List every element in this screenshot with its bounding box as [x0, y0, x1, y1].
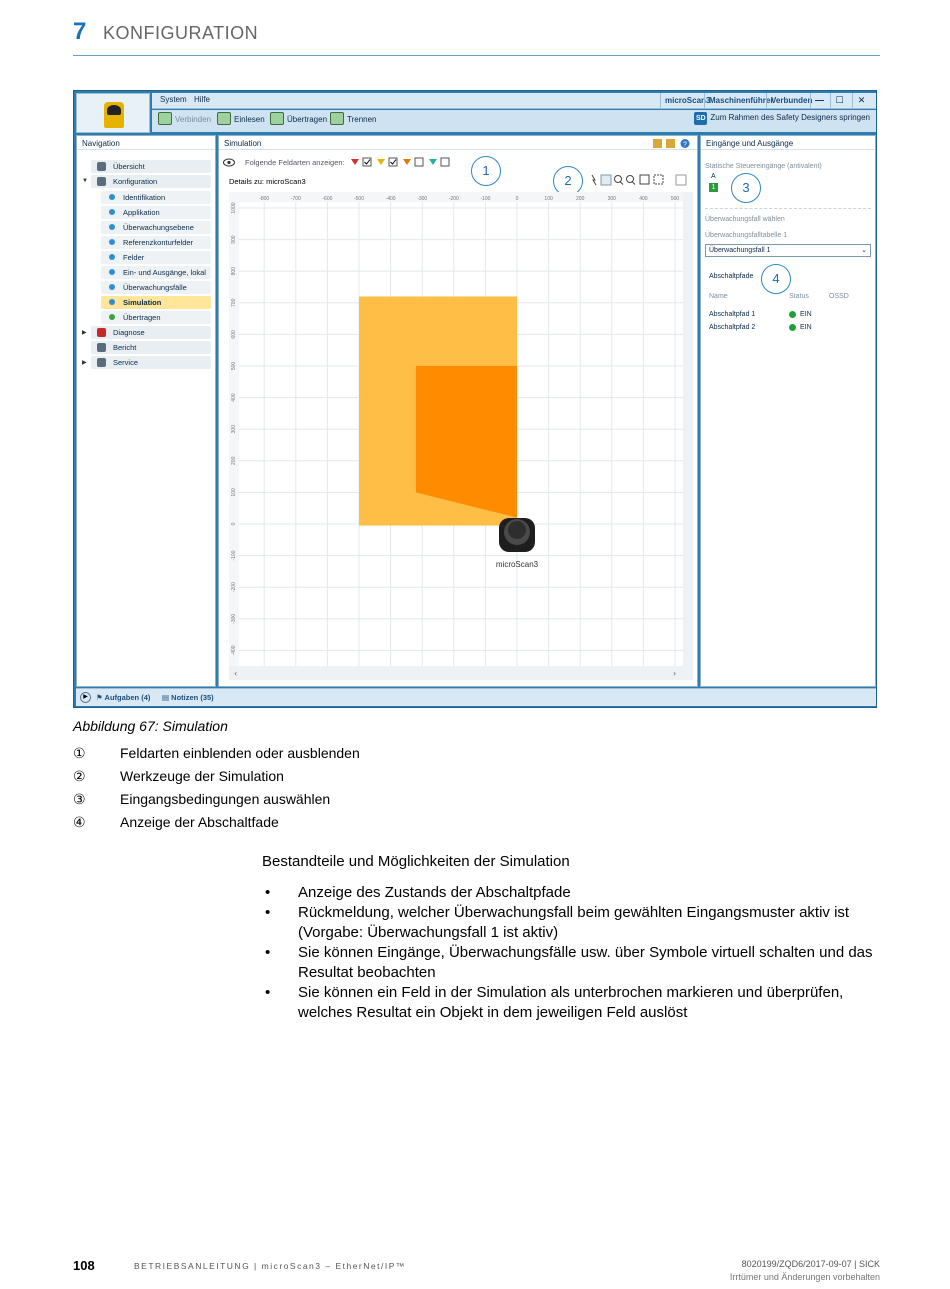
io-pane — [700, 135, 876, 687]
role-tab[interactable]: Maschinenführer — [704, 93, 777, 109]
connect-button[interactable]: Verbinden — [158, 115, 211, 124]
case-select-label: Überwachungsfall wählen — [705, 216, 785, 223]
nav-local-io[interactable]: Ein- und Ausgänge, lokal — [101, 266, 211, 279]
y-tick-label: 0 — [231, 522, 237, 526]
details-label: Details zu: microScan3 — [229, 177, 306, 186]
safety-designer-button[interactable]: SD Zum Rahmen des Safety Designers springen — [694, 113, 870, 122]
nav-reference-contour[interactable]: Referenzkonturfelder — [101, 236, 211, 249]
y-tick-label: 200 — [231, 456, 237, 465]
y-tick-label: 500 — [231, 361, 237, 371]
svg-text:?: ? — [683, 141, 687, 149]
play-icon[interactable]: ▶ — [80, 692, 91, 703]
monitoring-case-select[interactable]: Überwachungsfall 1 ⌄ — [705, 244, 871, 257]
y-tick-label: 100 — [231, 488, 237, 497]
minimize-button[interactable]: — — [810, 93, 828, 109]
notes-tab[interactable]: ▤ Notizen (35) — [162, 693, 214, 702]
col-name: Name — [709, 293, 728, 300]
simulation-pane — [218, 135, 698, 687]
step-dot-icon — [109, 254, 115, 260]
x-tick-label: 300 — [607, 196, 616, 202]
step-dot-icon — [109, 284, 115, 290]
step-dot-icon — [109, 224, 115, 230]
scroll-right-icon[interactable]: › — [673, 669, 677, 678]
document-id: 8020199/ZQD6/2017-09-07 | SICK — [741, 1259, 880, 1269]
tasks-tab[interactable]: ⚑ Aufgaben (4) — [96, 693, 151, 702]
chapter-number: 7 — [73, 18, 87, 45]
path-1-name: Abschaltpfad 1 — [709, 311, 756, 318]
read-button[interactable]: Einlesen — [217, 115, 265, 124]
col-ossd: OSSD — [829, 293, 849, 300]
scanner-device-icon — [499, 518, 535, 552]
chapter-title: KONFIGURATION — [103, 23, 259, 43]
step-dot-icon — [109, 209, 115, 215]
nav-identification[interactable]: Identifikation — [101, 191, 211, 204]
x-tick-label: -100 — [480, 196, 491, 202]
navigation-pane — [76, 135, 216, 687]
nav-service[interactable]: Service — [91, 356, 211, 369]
paths-title: Abschaltpfade — [709, 273, 754, 280]
y-tick-label: 800 — [231, 267, 237, 276]
identification-icon — [109, 194, 115, 200]
y-tick-label: 700 — [231, 298, 237, 307]
input-letter: A — [711, 173, 716, 180]
disclaimer: Irrtümer und Änderungen vorbehalten — [729, 1272, 880, 1282]
y-tick-label: 600 — [231, 330, 237, 339]
io-title: Eingänge und Ausgänge — [701, 136, 875, 150]
callout-1: 1 — [471, 156, 501, 186]
nav-configuration[interactable]: Konfiguration — [91, 175, 211, 188]
step-dot-icon — [109, 269, 115, 275]
safety-designer-icon: SD — [694, 112, 707, 125]
gear-icon — [97, 358, 106, 367]
field-type-toggles[interactable] — [349, 156, 469, 168]
expand-arrow-icon[interactable]: ▼ — [82, 178, 88, 184]
menu-bar — [152, 93, 876, 109]
horizontal-scrollbar[interactable] — [229, 666, 693, 680]
maximize-button[interactable]: ☐ — [830, 93, 848, 109]
section-title: Bestandteile und Möglichkeiten der Simulation — [262, 853, 570, 870]
nav-diagnosis[interactable]: Diagnose — [91, 326, 211, 339]
y-axis-ticks — [231, 202, 237, 655]
callout-4: 4 — [761, 264, 791, 294]
input-toggle[interactable]: 1 — [709, 183, 718, 192]
page-number: 108 — [73, 1258, 95, 1273]
menu-help[interactable]: Hilfe — [194, 95, 211, 104]
nav-overview[interactable]: Übersicht — [91, 160, 211, 173]
chevron-down-icon: ⌄ — [861, 247, 867, 254]
callout-2: 2 — [553, 166, 583, 196]
simulation-canvas[interactable] — [229, 192, 693, 680]
y-tick-label: -400 — [231, 645, 237, 656]
toolbar — [152, 110, 876, 132]
simulation-title: Simulation — [219, 136, 697, 150]
transfer-icon — [270, 112, 284, 125]
menu-system[interactable]: System — [160, 95, 187, 104]
navigation-title: Navigation — [77, 136, 215, 150]
y-tick-label: 900 — [231, 235, 237, 244]
document-type: BETRIEBSANLEITUNG | microScan3 – EtherNet/IP™ — [134, 1261, 406, 1271]
x-tick-label: -800 — [259, 196, 270, 202]
simulation-tools[interactable] — [589, 174, 669, 186]
x-tick-label: 100 — [544, 196, 553, 202]
x-tick-label: 400 — [639, 196, 648, 202]
nav-fields[interactable]: Felder — [101, 251, 211, 264]
x-tick-label: -300 — [417, 196, 428, 202]
disconnect-button[interactable]: Trennen — [330, 115, 377, 124]
path-2-name: Abschaltpfad 2 — [709, 324, 756, 331]
status-on-icon — [789, 311, 796, 318]
divider — [705, 208, 871, 209]
close-button[interactable]: ✕ — [852, 93, 870, 109]
x-tick-label: 0 — [515, 196, 519, 202]
scanner-icon — [104, 102, 124, 128]
nav-report[interactable]: Bericht — [91, 341, 211, 354]
vertical-scrollbar[interactable] — [683, 192, 693, 666]
collapse-arrow-icon[interactable]: ▶ — [82, 360, 87, 366]
path-1-status: EIN — [800, 311, 812, 318]
field-types-label: Folgende Feldarten anzeigen: — [245, 158, 345, 167]
device-label: microScan3 — [495, 560, 539, 569]
wrench-icon — [97, 177, 106, 186]
diagnosis-icon — [97, 328, 106, 337]
x-tick-label: -400 — [385, 196, 396, 202]
y-tick-label: -300 — [231, 613, 237, 624]
report-icon — [97, 343, 106, 352]
scroll-left-icon[interactable]: ‹ — [234, 669, 238, 678]
case-table-label: Überwachungsfalltabelle 1 — [705, 232, 788, 239]
pane-tools-icons[interactable] — [653, 138, 693, 149]
app-window — [73, 90, 877, 708]
overview-icon — [97, 162, 106, 171]
step-dot-icon — [109, 239, 115, 245]
connect-icon — [158, 112, 172, 125]
nav-monitoring-cases[interactable]: Überwachungsfälle — [101, 281, 211, 294]
check-icon — [109, 314, 115, 320]
x-tick-label: 500 — [670, 196, 680, 202]
page-header — [73, 16, 880, 56]
x-tick-label: -600 — [322, 196, 333, 202]
figure-caption: Abbildung 67: Simulation — [73, 718, 228, 734]
connection-tab[interactable]: Verbunden — [766, 93, 816, 109]
y-tick-label: 400 — [231, 393, 237, 402]
static-inputs-label: Statische Steuereingänge (antivalent) — [705, 163, 822, 170]
x-tick-label: -500 — [353, 196, 365, 202]
status-on-icon — [789, 324, 796, 331]
nav-application[interactable]: Applikation — [101, 206, 211, 219]
y-tick-label: -200 — [231, 582, 237, 593]
protective-field[interactable] — [416, 366, 517, 518]
step-dot-icon — [109, 299, 115, 305]
device-tab[interactable]: microScan3 — [660, 93, 714, 109]
nav-simulation[interactable]: Simulation — [101, 296, 211, 309]
x-tick-label: -200 — [448, 196, 459, 202]
y-tick-label: 1000 — [231, 202, 237, 214]
y-tick-label: 300 — [231, 425, 237, 434]
x-tick-label: -700 — [290, 196, 301, 202]
collapse-arrow-icon[interactable]: ▶ — [82, 330, 87, 336]
read-icon — [217, 112, 231, 125]
nav-transfer[interactable]: Übertragen — [101, 311, 211, 324]
device-logo — [76, 93, 150, 133]
bottom-bar — [76, 688, 876, 706]
path-2-status: EIN — [800, 324, 812, 331]
x-tick-label: 200 — [576, 196, 585, 202]
transfer-button[interactable]: Übertragen — [270, 115, 327, 124]
nav-monitoring-plane[interactable]: Überwachungsebene — [101, 221, 211, 234]
eye-icon — [223, 158, 235, 167]
export-icon[interactable] — [675, 174, 687, 186]
col-status: Status — [789, 293, 809, 300]
disconnect-icon — [330, 112, 344, 125]
y-tick-label: -100 — [231, 550, 237, 561]
callout-3: 3 — [731, 173, 761, 203]
